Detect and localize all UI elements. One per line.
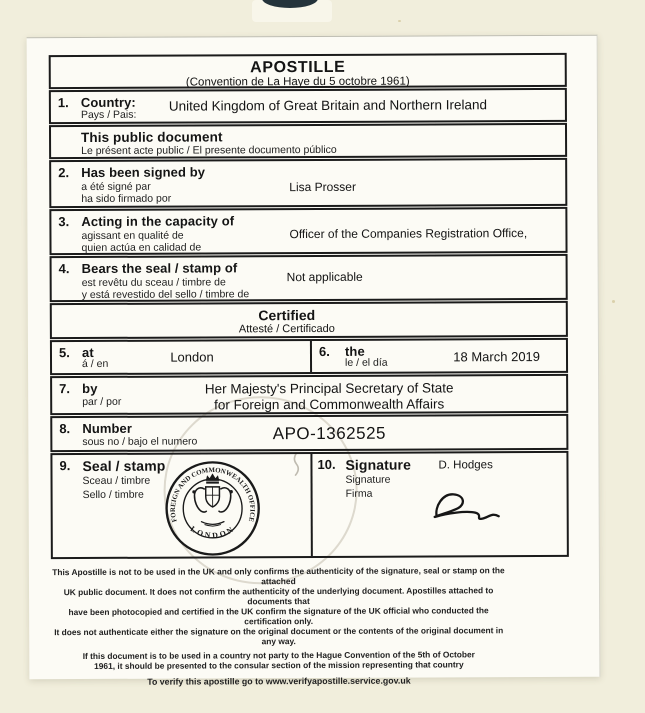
row-public-document bbox=[49, 123, 567, 159]
cell-seal bbox=[52, 454, 312, 557]
by-value bbox=[94, 380, 564, 413]
field-number: 7. bbox=[59, 381, 71, 397]
seal-translation-fr: Sceau / timbre bbox=[82, 474, 151, 488]
field-number: 9. bbox=[59, 458, 71, 474]
document-subtitle: (Convention de La Haye du 5 octobre 1961) bbox=[185, 75, 410, 89]
verify-url-line: To verify this apostille go to www.verifyapostille.service.gov.uk bbox=[147, 675, 411, 687]
field-number: 8. bbox=[59, 421, 71, 437]
certified-label: Certified bbox=[258, 306, 316, 324]
number-value: APO-1362525 bbox=[272, 423, 386, 444]
footer-line: This Apostille is not to be used in the UK and only confirms the authenticity of the signature, seal or stamp on the attached bbox=[52, 565, 505, 587]
seal-label: Seal / stamp bbox=[82, 457, 166, 475]
footer-line: have been photocopied and certified in the UK confirm the signature of the UK official who conducted the certification only. bbox=[68, 605, 489, 627]
footer-line: UK public document. It does not confirm the authenticity of the underlying document. Apostilles attached to documents that bbox=[63, 585, 494, 607]
fco-seal-stamp bbox=[163, 459, 261, 557]
by-translation: par / por bbox=[82, 395, 122, 409]
cell-the bbox=[312, 340, 566, 372]
row-certified bbox=[50, 301, 568, 339]
signature-translation-fr: Signature bbox=[345, 473, 391, 486]
capacity-value: Officer of the Companies Registration Office, bbox=[289, 226, 528, 242]
bears-seal-label: Bears the seal / stamp of bbox=[81, 260, 238, 277]
apostille-paper bbox=[27, 35, 601, 687]
field-number: 2. bbox=[58, 165, 70, 181]
bears-seal-value: Not applicable bbox=[286, 269, 363, 285]
the-label: the bbox=[344, 343, 365, 359]
seal-translation-es: Sello / timbre bbox=[82, 488, 144, 502]
at-translation: á / en bbox=[82, 357, 109, 371]
apostille-table bbox=[49, 53, 569, 559]
country-value: United Kingdom of Great Britain and Northern Ireland bbox=[168, 97, 488, 114]
row-country bbox=[49, 88, 567, 124]
footer-paragraph-1 bbox=[51, 565, 506, 647]
field-number: 5. bbox=[58, 345, 70, 361]
royal-coat-of-arms bbox=[192, 474, 233, 526]
by-value-line2: for Foreign and Commonwealth Affairs bbox=[214, 395, 445, 412]
public-document-translation: Le présent acte public / El presente documento público bbox=[81, 143, 337, 158]
number-label: Number bbox=[82, 420, 133, 437]
bears-seal-translation-fr: est revêtu du sceau / timbre de bbox=[81, 276, 226, 290]
scan-speck bbox=[398, 20, 401, 22]
row-capacity bbox=[49, 207, 567, 255]
row-at-the bbox=[50, 338, 568, 375]
bears-seal-translation-es: y está revestido del sello / timbre de bbox=[81, 288, 250, 302]
field-number: 10. bbox=[317, 456, 336, 472]
at-value: London bbox=[170, 349, 214, 365]
footer-line: It does not authenticate either the signature on the original document or the contents of the original document in any way. bbox=[54, 625, 504, 647]
cell-at bbox=[52, 341, 312, 373]
capacity-translation-es: quien actúa en calidad de bbox=[81, 241, 202, 255]
by-value-line1: Her Majesty's Principal Secretary of State bbox=[204, 380, 454, 397]
field-number: 6. bbox=[318, 343, 330, 359]
cell-signature bbox=[312, 453, 566, 556]
capacity-label: Acting in the capacity of bbox=[81, 213, 235, 230]
row-seal-signature bbox=[50, 451, 568, 559]
field-number: 3. bbox=[58, 214, 70, 230]
row-number bbox=[50, 414, 568, 452]
row-bears-seal bbox=[50, 254, 568, 302]
signed-by-translation-es: ha sido firmado por bbox=[81, 192, 172, 206]
the-value: 18 March 2019 bbox=[453, 349, 541, 365]
row-header bbox=[49, 53, 567, 89]
capacity-translation-fr: agissant en qualité de bbox=[81, 229, 184, 243]
signed-by-value: Lisa Prosser bbox=[289, 179, 356, 195]
signed-by-translation-fr: a été signé par bbox=[81, 180, 151, 194]
by-label: by bbox=[82, 380, 98, 397]
the-translation: le / el día bbox=[344, 356, 388, 369]
field-number: 1. bbox=[57, 95, 69, 111]
handwritten-signature bbox=[431, 487, 513, 527]
seal-ring-text: FOREIGN AND COMMONWEALTH OFFICE bbox=[169, 466, 256, 523]
signed-by-label: Has been signed by bbox=[81, 164, 206, 181]
signature-translation-es: Firma bbox=[345, 487, 373, 500]
footer-line: If this document is to be used in a country not party to the Hague Convention of the 5th of October bbox=[82, 649, 475, 662]
country-label: Country: bbox=[80, 94, 136, 111]
field-number: 4. bbox=[58, 261, 70, 277]
seal-bottom-text: LONDON bbox=[188, 523, 237, 541]
country-label-translation: Pays / Pais: bbox=[80, 108, 137, 122]
row-by bbox=[50, 374, 568, 415]
signatory-name: D. Hodges bbox=[438, 459, 493, 472]
signature-label: Signature bbox=[345, 456, 411, 473]
footer-paragraph-2 bbox=[51, 649, 506, 671]
scan-speck bbox=[612, 300, 615, 303]
footer-line: 1961, it should be presented to the consular section of the mission representing that country bbox=[94, 659, 464, 671]
document-title: APOSTILLE bbox=[250, 58, 346, 77]
at-label: at bbox=[81, 344, 94, 361]
footer-legal-text bbox=[51, 565, 507, 687]
certified-translation: Attesté / Certificado bbox=[238, 322, 335, 336]
public-document-label: This public document bbox=[81, 129, 223, 146]
row-signed-by bbox=[49, 158, 567, 208]
number-translation: sous no / bajo el numero bbox=[82, 435, 198, 449]
